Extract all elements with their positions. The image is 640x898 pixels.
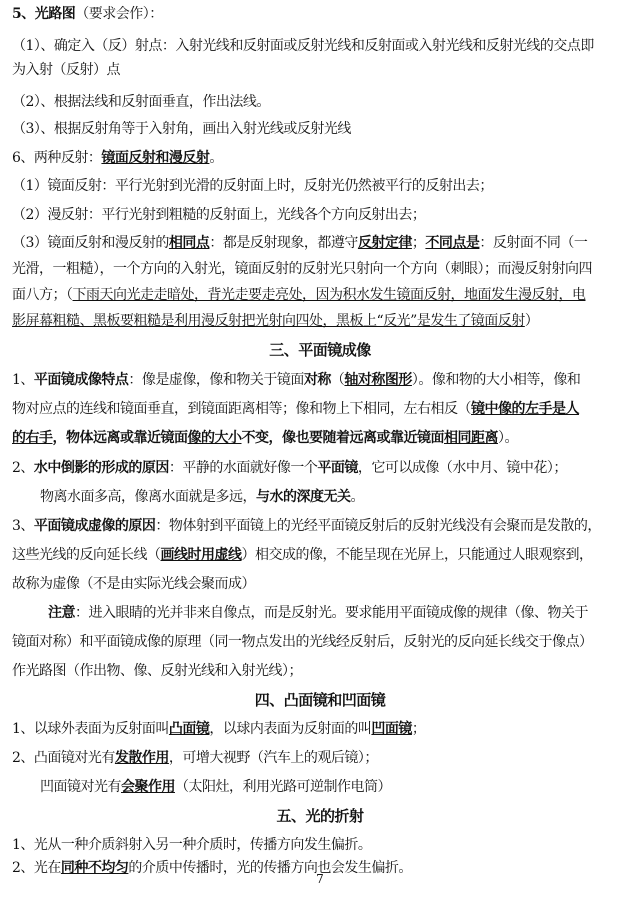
plane-mirror-point2-cont xyxy=(40,487,630,507)
example-underlined: 下雨天向光走走暗处，背光走要走亮处，因为积水发生镜面反射，地面发生漫反射，电 xyxy=(72,287,586,303)
mirror-point2-cont xyxy=(40,777,630,797)
text: ：平静的水面就好像一个 xyxy=(168,460,318,476)
keyword: 凸面镜 xyxy=(168,721,210,737)
text: ； xyxy=(411,235,426,251)
section5-item1: （1）、确定入（反）射点：入射光线和反射面或反射光线和反射面或入射光线和反射光线的交点即 xyxy=(12,38,594,54)
keyword: 同种不均匀 xyxy=(60,860,129,876)
keyword: 水中倒影的形成的原因 xyxy=(33,460,169,476)
section5-heading xyxy=(12,4,630,24)
example-underlined: 影屏幕粗糙、黑板要粗糙是利用漫反射把光射向四处，黑板上“反光”是发生了镜面反射 xyxy=(12,313,525,329)
section5-item2: （2）、根据法线和反射面垂直，作出法线。 xyxy=(12,94,270,110)
keyword-law: 反射定律 xyxy=(357,235,412,251)
section6-keyword: 镜面反射和漫反射 xyxy=(101,150,210,166)
num: 1、 xyxy=(12,372,34,388)
text: （ xyxy=(330,372,345,388)
text: ，它可以成像（水中月、镜中花）； xyxy=(357,460,567,476)
mirror-point2 xyxy=(12,748,630,768)
text: ：反射面不同（一 xyxy=(479,235,588,251)
plane-mirror-point1 xyxy=(12,370,630,390)
text: 2、光在 xyxy=(12,860,61,876)
heading-plane-mirror: 三、平面镜成像 xyxy=(269,341,371,359)
keyword: 对称 xyxy=(303,372,331,388)
text: ：都是反射现象，都遵守 xyxy=(209,235,358,251)
text: 物对应点的连线和镜面垂直，到镜面距离相等；像和物上下相同，左右相反（ xyxy=(12,401,471,417)
text: ）。 xyxy=(498,430,518,446)
num: 3、 xyxy=(12,518,34,534)
text: ） xyxy=(524,313,539,329)
text: 这些光线的反向延长线（ xyxy=(12,547,161,563)
section6-item1: （1）镜面反射：平行光射到光滑的反射面上时，反射光仍然被平行的反射出去； xyxy=(12,178,493,194)
note-paragraph xyxy=(48,603,630,623)
section6-heading xyxy=(12,148,630,168)
heading-convex-concave: 四、凸面镜和凹面镜 xyxy=(254,691,386,709)
mirror-point1 xyxy=(12,719,630,739)
text: ：进入眼睛的光并非来自像点，而是反射光。要求能用平面镜成像的规律（像、物关于 xyxy=(75,605,588,621)
plane-mirror-point3-cont xyxy=(12,545,630,565)
keyword: ，物体远离或靠近镜面 xyxy=(52,430,188,446)
text: 1、以球外表面为反射面叫 xyxy=(12,721,169,737)
text: 。 xyxy=(350,489,364,505)
section6-item3-cont2 xyxy=(12,285,630,305)
text: 的介质中传播时，光的传播方向也会发生偏折。 xyxy=(128,860,412,876)
keyword: 平面镜成虚像的原因 xyxy=(33,518,156,534)
section6-item3-cont: 光滑，一粗糙），一个方向的入射光，镜面反射的反射光只射向一个方向（刺眼）；而漫反射射向四 xyxy=(12,261,592,277)
note-label: 注意 xyxy=(48,605,75,621)
section5-note: （要求会作）： xyxy=(75,6,163,22)
keyword: 凹面镜 xyxy=(371,721,412,737)
plane-mirror-point3 xyxy=(12,516,630,536)
text: 面八方；（ xyxy=(12,287,73,303)
section5-item3: （3）、根据反射角等于入射角，画出入射光线或反射光线 xyxy=(12,121,351,137)
keyword-same: 相同点 xyxy=(168,235,210,251)
section5-item1-cont: 为入射（反射）点 xyxy=(12,62,120,78)
keyword: 的右手 xyxy=(12,430,53,446)
heading-refraction: 五、光的折射 xyxy=(276,807,364,825)
note-paragraph-cont2: 作光路图（作出物、像、反射光线和入射光线）； xyxy=(12,663,302,679)
keyword: 会聚作用 xyxy=(121,779,175,795)
plane-mirror-point3-cont2: 故称为虚像（不是由实际光线会聚而成） xyxy=(12,576,255,592)
plane-mirror-point1-cont xyxy=(12,399,630,419)
section5-title: 5、光路图 xyxy=(12,6,76,22)
keyword: 相同距离 xyxy=(444,430,498,446)
keyword: 画线时用虚线 xyxy=(160,547,242,563)
num: 2、 xyxy=(12,460,34,476)
text: 物离水面多高，像离水面就是多远， xyxy=(40,489,256,505)
plane-mirror-point1-cont2 xyxy=(12,428,630,448)
keyword: 与水的深度无关 xyxy=(256,489,351,505)
keyword: 镜中像的左手是人 xyxy=(471,401,579,417)
keyword: 平面镜 xyxy=(317,460,358,476)
text: （太阳灶，利用光路可逆制作电筒） xyxy=(175,779,391,795)
plane-mirror-point2 xyxy=(12,458,630,478)
section6-item3 xyxy=(12,233,630,253)
page-number: 7 xyxy=(316,872,324,886)
keyword-diff: 不同点是 xyxy=(425,235,480,251)
keyword: 平面镜成像特点 xyxy=(33,372,129,388)
text: （3）镜面反射和漫反射的 xyxy=(12,235,169,251)
text: 2、凸面镜对光有 xyxy=(12,750,115,766)
refraction-point1: 1、光从一种介质斜射入另一种介质时，传播方向发生偏折。 xyxy=(12,837,372,853)
punct: 。 xyxy=(209,150,223,166)
note-paragraph-cont: 镜面对称）和平面镜成像的原理（同一物点发出的光线经反射后，反射光的反向延长线交于像点） xyxy=(12,634,593,650)
text: ）。像和物的大小相等，像和 xyxy=(411,372,581,388)
keyword: 像的大小 xyxy=(187,430,242,446)
section6-title: 6、两种反射： xyxy=(12,150,102,166)
text: ； xyxy=(411,721,426,737)
section6-item3-cont3 xyxy=(12,311,630,331)
keyword: 不变，像也要随着远离或靠近镜面 xyxy=(241,430,444,446)
text: ：物体射到平面镜上的光经平面镜反射后的反射光线没有会聚而是发散的， xyxy=(155,518,601,534)
text: ，可增大视野（汽车上的观后镜）； xyxy=(168,750,378,766)
keyword: 轴对称图形 xyxy=(344,372,412,388)
text: 凹面镜对光有 xyxy=(40,779,121,795)
section6-item2: （2）漫反射：平行光射到粗糙的反射面上，光线各个方向反射出去； xyxy=(12,207,426,223)
text: ）相交成的像，不能呈现在光屏上，只能通过人眼观察到， xyxy=(241,547,593,563)
keyword: 发散作用 xyxy=(114,750,169,766)
text: ：像是虚像，像和物关于镜面 xyxy=(128,372,304,388)
text: ，以球内表面为反射面的叫 xyxy=(209,721,372,737)
